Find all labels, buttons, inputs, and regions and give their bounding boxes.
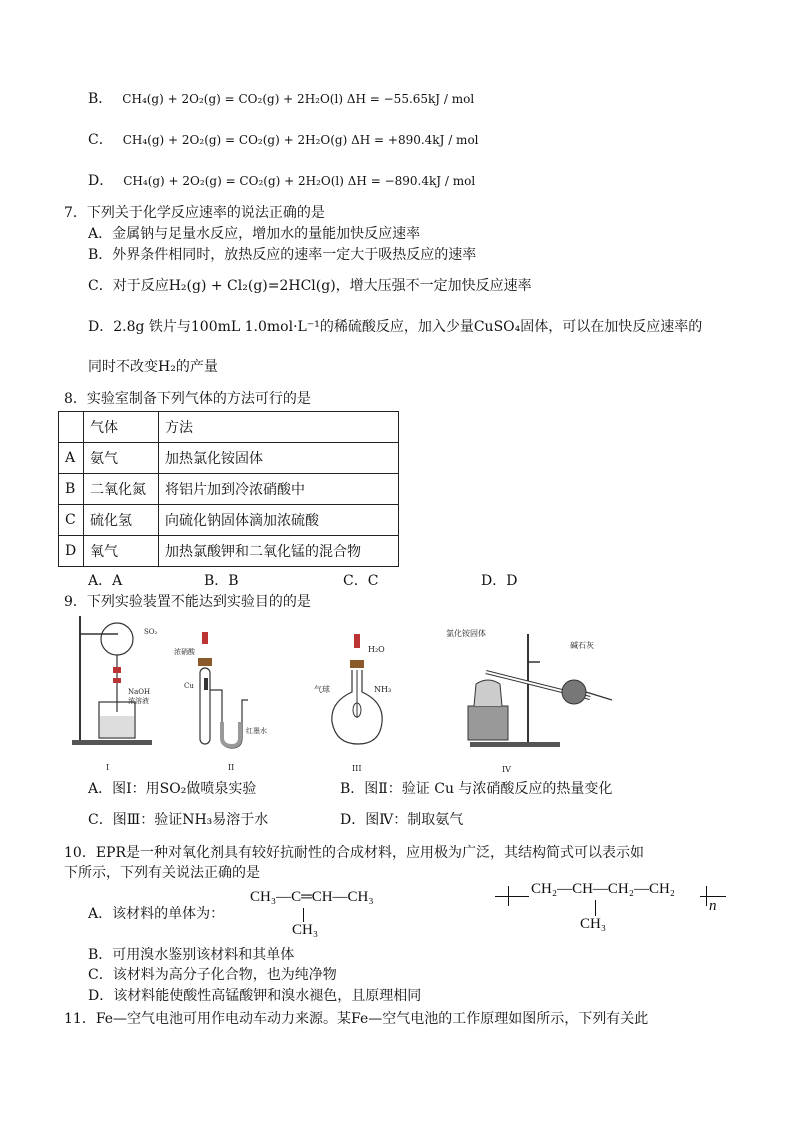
polymer-right-bond [700,896,726,897]
q7-option-b: B．外界条件相同时，放热反应的速率一定大于吸热反应的速率 [88,247,477,263]
q10-option-d: D．该材料能使酸性高锰酸钾和溴水褪色，且原理相同 [88,988,422,1004]
table-cell: 气体 [84,412,159,443]
table-row [59,505,399,536]
q9-option-a: A．图Ⅰ：用SO₂做喷泉实验 [88,781,257,797]
table-cell: C [59,505,84,536]
fig4-lime-label: 碱石灰 [570,641,594,650]
q7-option-d-line2: 同时不改变H₂的产量 [88,359,218,375]
q7-option-a: A．金属钠与足量水反应，增加水的量能加快反应速率 [88,226,421,242]
table-cell: 硫化氢 [84,505,159,536]
q6-option-b: B． CH₄(g) + 2O₂(g) = CO₂(g) + 2H₂O(l) ΔH = −55.65kJ / mol [88,91,475,107]
table-cell: 氨气 [84,443,159,474]
monomer-main-chain: CH₃—C═CH—CH₃ [250,889,374,905]
table-cell: 氧气 [84,536,159,567]
q6-option-c: C． CH₄(g) + 2O₂(g) = CO₂(g) + 2H₂O(g) ΔH = +890.4kJ / mol [88,132,479,148]
q9-option-d: D．图Ⅳ：制取氨气 [340,812,464,828]
table-row [59,443,399,474]
table-row [59,474,399,505]
fig3-nh3-label: NH₃ [374,685,392,694]
q10-stem-line2: 下所示，下列有关说法正确的是 [64,865,260,881]
polymer-branch: CH₃ [580,916,607,932]
q8-option-c: C．C [343,573,379,589]
q8-option-b: B．B [204,573,239,589]
q9-option-c: C．图Ⅲ：验证NH₃易溶于水 [88,812,269,828]
fig2-number: II [228,763,235,772]
table-row [59,536,399,567]
q7-option-d-line1: D．2.8g 铁片与100mL 1.0mol·L⁻¹的稀硫酸反应，加入少量CuSO₄固体，可以在加快反应速率的 [88,319,703,335]
q10-polymer-structure: CH₂—CH—CH₂—CH₂ [531,881,676,897]
figure-2-u-tube [174,628,280,773]
q7-option-c: C．对于反应H₂(g) + Cl₂(g)=2HCl(g)，增大压强不一定加快反应速率 [88,278,532,294]
q6-option-d: D． CH₄(g) + 2O₂(g) = CO₂(g) + 2H₂O(l) ΔH = −890.4kJ / mol [88,173,476,189]
figure-1-fountain [70,612,160,772]
table-cell: 向硫化钠固体滴加浓硫酸 [159,505,399,536]
q8-table [58,411,399,567]
monomer-branch: CH₃ [292,922,319,938]
q9-stem: 9．下列实验装置不能达到实验目的的是 [64,594,311,610]
figure-4-ammonia-setup [440,626,620,776]
fig1-so2-label: SO₂ [144,628,158,636]
table-cell: 将铝片加到冷浓硝酸中 [159,474,399,505]
q11-stem: 11．Fe—空气电池可用作电动车动力来源。某Fe—空气电池的工作原理如图所示，下列有关此 [64,1011,649,1027]
table-header-row [59,412,399,443]
q10-monomer-structure [250,889,374,906]
polymer-right-bracket [706,886,707,906]
table-cell: 二氧化氮 [84,474,159,505]
polymer-n: n [709,898,717,914]
q10-option-c: C．该材料为高分子化合物，也为纯净物 [88,967,337,983]
fig3-balloon-label: 气球 [314,685,330,694]
table-cell: D [59,536,84,567]
q8-stem: 8．实验室制备下列气体的方法可行的是 [64,391,311,407]
fig1-number: I [106,763,110,772]
polymer-branch-bond [595,900,596,916]
fig4-solid-label: 氯化铵固体 [446,629,486,638]
fig2-water-label: 红墨水 [246,727,267,735]
monomer-branch-bond [303,908,304,922]
table-cell: 加热氯酸钾和二氧化锰的混合物 [159,536,399,567]
table-cell: A [59,443,84,474]
table-cell [59,412,84,443]
q10-stem-line1: 10．EPR是一种对氧化剂具有较好抗耐性的合成材料，应用极为广泛，其结构简式可以表示如 [64,845,644,861]
fig4-number: IV [502,765,511,774]
fig2-cu-label: Cu [184,682,194,690]
table-cell: 加热氯化铵固体 [159,443,399,474]
fig3-number: III [352,764,362,773]
q8-option-d: D．D [481,573,518,589]
table-cell: 方法 [159,412,399,443]
fig1-solution-label: 浓溶液 [128,697,149,705]
figure-3-flask [310,630,410,775]
fig1-naoh-label: NaOH [128,688,151,696]
q10-option-b: B．可用溴水鉴别该材料和其单体 [88,947,295,963]
q10-option-a: A．该材料的单体为： [88,906,225,922]
polymer-left-bond [495,896,529,897]
fig3-h2o-label: H₂O [368,645,385,654]
table-cell: B [59,474,84,505]
q8-option-a: A．A [88,573,123,589]
q7-stem: 7．下列关于化学反应速率的说法正确的是 [64,205,325,221]
fig2-acid-label: 浓硝酸 [174,648,195,656]
q9-option-b: B．图Ⅱ：验证 Cu 与浓硝酸反应的热量变化 [340,781,613,797]
